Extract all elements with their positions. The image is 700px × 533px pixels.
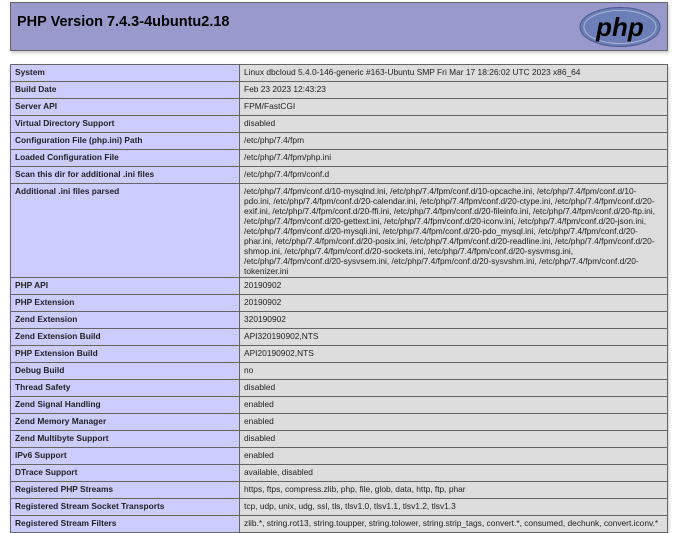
table-row: [11, 482, 668, 499]
table-row: [11, 431, 668, 448]
row-key: Registered Stream Socket Transports: [11, 499, 240, 516]
row-key: Loaded Configuration File: [11, 150, 240, 167]
page-title: PHP Version 7.4.3-4ubuntu2.18: [17, 14, 230, 30]
table-row: [11, 448, 668, 465]
info-rows: [11, 65, 668, 533]
table-row: [11, 82, 668, 99]
table-row: [11, 133, 668, 150]
table-row: [11, 99, 668, 116]
row-key: Zend Multibyte Support: [11, 431, 240, 448]
row-value: 20190902: [240, 278, 668, 295]
row-value: enabled: [240, 414, 668, 431]
row-value: zlib.*, string.rot13, string.toupper, string.tolower, string.strip_tags, convert.*, consumed, dechunk, convert.iconv.*: [240, 516, 668, 533]
row-key: System: [11, 65, 240, 82]
row-value: API320190902,NTS: [240, 329, 668, 346]
row-key: Server API: [11, 99, 240, 116]
row-key: Zend Extension: [11, 312, 240, 329]
row-key: Registered Stream Filters: [11, 516, 240, 533]
row-key: PHP API: [11, 278, 240, 295]
row-value: disabled: [240, 116, 668, 133]
table-row: [11, 397, 668, 414]
row-value: available, disabled: [240, 465, 668, 482]
table-row: [11, 312, 668, 329]
row-key: Virtual Directory Support: [11, 116, 240, 133]
table-row: [11, 516, 668, 533]
php-logo-icon[interactable]: [578, 6, 662, 48]
table-row: [11, 278, 668, 295]
table-row: [11, 116, 668, 133]
row-key: DTrace Support: [11, 465, 240, 482]
row-key: Zend Extension Build: [11, 329, 240, 346]
row-value: 320190902: [240, 312, 668, 329]
php-logo-text: php: [596, 12, 644, 42]
table-row: [11, 380, 668, 397]
php-version-header: [10, 2, 668, 51]
row-value: /etc/php/7.4/fpm/conf.d: [240, 167, 668, 184]
table-row: [11, 65, 668, 82]
row-key: Configuration File (php.ini) Path: [11, 133, 240, 150]
row-key: Debug Build: [11, 363, 240, 380]
row-value: /etc/php/7.4/fpm: [240, 133, 668, 150]
table-row: [11, 150, 668, 167]
row-value: tcp, udp, unix, udg, ssl, tls, tlsv1.0, tlsv1.1, tlsv1.2, tlsv1.3: [240, 499, 668, 516]
row-key: PHP Extension Build: [11, 346, 240, 363]
row-key: Build Date: [11, 82, 240, 99]
row-value: API20190902,NTS: [240, 346, 668, 363]
row-key: Registered PHP Streams: [11, 482, 240, 499]
row-key: Zend Memory Manager: [11, 414, 240, 431]
row-value: /etc/php/7.4/fpm/conf.d/10-mysqlnd.ini, /etc/php/7.4/fpm/conf.d/10-opcache.ini, /etc/php/7.4/fpm/conf.d/10-pdo.ini, /etc/php/7.4/fpm/conf.d/20-calendar.ini, /etc/php/7.4/fpm/conf.d/20-ctype.ini, /etc/php/7.4/fpm/conf.d/20-exif.ini, /etc/php/7.4/fpm/conf.d/20-ffi.ini, /etc/php/7.4/fpm/conf.d/20-fileinfo.ini, /etc/php/7.4/fpm/conf.d/20-ftp.ini, /etc/php/7.4/fpm/conf.d/20-gettext.ini, /etc/php/7.4/fpm/conf.d/20-iconv.ini, /etc/php/7.4/fpm/conf.d/20-json.ini, /etc/php/7.4/fpm/conf.d/20-mysqli.ini, /etc/php/7.4/fpm/conf.d/20-pdo_mysql.ini, /etc/php/7.4/fpm/conf.d/20-phar.ini, /etc/php/7.4/fpm/conf.d/20-posix.ini, /etc/php/7.4/fpm/conf.d/20-readline.ini, /etc/php/7.4/fpm/conf.d/20-shmop.ini, /etc/php/7.4/fpm/conf.d/20-sockets.ini, /etc/php/7.4/fpm/conf.d/20-sysvmsg.ini, /etc/php/7.4/fpm/conf.d/20-sysvsem.ini, /etc/php/7.4/fpm/conf.d/20-sysvshm.ini, /etc/php/7.4/fpm/conf.d/20-tokenizer.ini: [240, 184, 668, 278]
row-key: IPv6 Support: [11, 448, 240, 465]
table-row: [11, 414, 668, 431]
row-value: Linux dbcloud 5.4.0-146-generic #163-Ubuntu SMP Fri Mar 17 18:26:02 UTC 2023 x86_64: [240, 65, 668, 82]
row-value: FPM/FastCGI: [240, 99, 668, 116]
row-key: PHP Extension: [11, 295, 240, 312]
row-value: https, ftps, compress.zlib, php, file, glob, data, http, ftp, phar: [240, 482, 668, 499]
row-value: disabled: [240, 380, 668, 397]
table-row: [11, 295, 668, 312]
table-row: [11, 465, 668, 482]
row-value: 20190902: [240, 295, 668, 312]
row-value: disabled: [240, 431, 668, 448]
table-row: [11, 499, 668, 516]
row-key: Additional .ini files parsed: [11, 184, 240, 278]
table-row: [11, 329, 668, 346]
table-row: [11, 184, 668, 278]
row-value: no: [240, 363, 668, 380]
table-row: [11, 346, 668, 363]
row-key: Scan this dir for additional .ini files: [11, 167, 240, 184]
php-info-table: [10, 64, 668, 533]
row-value: enabled: [240, 397, 668, 414]
table-row: [11, 363, 668, 380]
row-value: enabled: [240, 448, 668, 465]
row-key: Zend Signal Handling: [11, 397, 240, 414]
row-value: Feb 23 2023 12:43:23: [240, 82, 668, 99]
row-key: Thread Safety: [11, 380, 240, 397]
table-row: [11, 167, 668, 184]
row-value: /etc/php/7.4/fpm/php.ini: [240, 150, 668, 167]
